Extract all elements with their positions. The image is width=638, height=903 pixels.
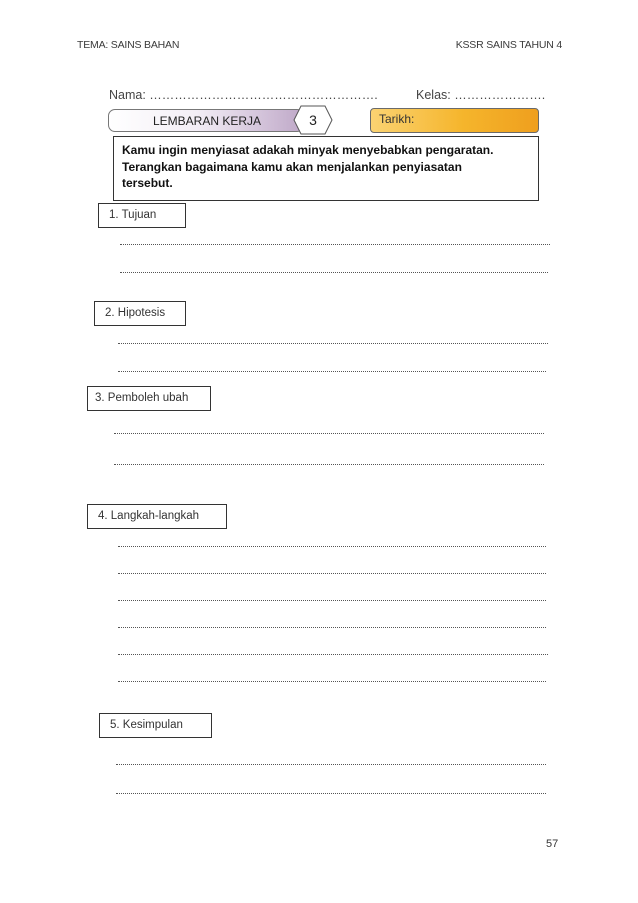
answer-line[interactable] — [114, 464, 544, 465]
answer-line[interactable] — [116, 793, 546, 794]
answer-line[interactable] — [118, 343, 548, 344]
section-hipotesis-label: 2. Hipotesis — [94, 301, 186, 326]
answer-line[interactable] — [116, 764, 546, 765]
worksheet-banner-label: LEMBARAN KERJA — [153, 114, 262, 128]
class-field[interactable]: Kelas: …………………. — [416, 88, 546, 102]
instruction-box — [113, 136, 539, 201]
section-langkah-label: 4. Langkah-langkah — [87, 504, 227, 529]
date-label: Tarikh: — [379, 112, 415, 126]
worksheet-number: 3 — [309, 112, 317, 128]
answer-line[interactable] — [118, 371, 546, 372]
section-kesimpulan-label: 5. Kesimpulan — [99, 713, 212, 738]
section-tujuan-label: 1. Tujuan — [98, 203, 186, 228]
answer-line[interactable] — [120, 244, 550, 245]
header-course: KSSR SAINS TAHUN 4 — [455, 39, 562, 51]
answer-line[interactable] — [118, 681, 546, 682]
instruction-line: tersebut. — [122, 176, 173, 190]
answer-line[interactable] — [118, 627, 546, 628]
answer-line[interactable] — [118, 573, 546, 574]
instruction-line: Terangkan bagaimana kamu akan menjalankan penyiasatan — [122, 159, 462, 174]
answer-line[interactable] — [120, 272, 548, 273]
name-field[interactable]: Nama: ………………………………………………. — [109, 88, 378, 102]
answer-line[interactable] — [118, 600, 546, 601]
instruction-line: Kamu ingin menyiasat adakah minyak menyebabkan pengaratan. — [122, 143, 494, 157]
answer-line[interactable] — [114, 433, 544, 434]
answer-line[interactable] — [118, 654, 548, 655]
header-theme: TEMA: SAINS BAHAN — [77, 39, 180, 51]
section-pemboleh-ubah-label: 3. Pemboleh ubah — [87, 386, 211, 411]
page-number: 57 — [546, 838, 559, 850]
answer-line[interactable] — [118, 546, 546, 547]
